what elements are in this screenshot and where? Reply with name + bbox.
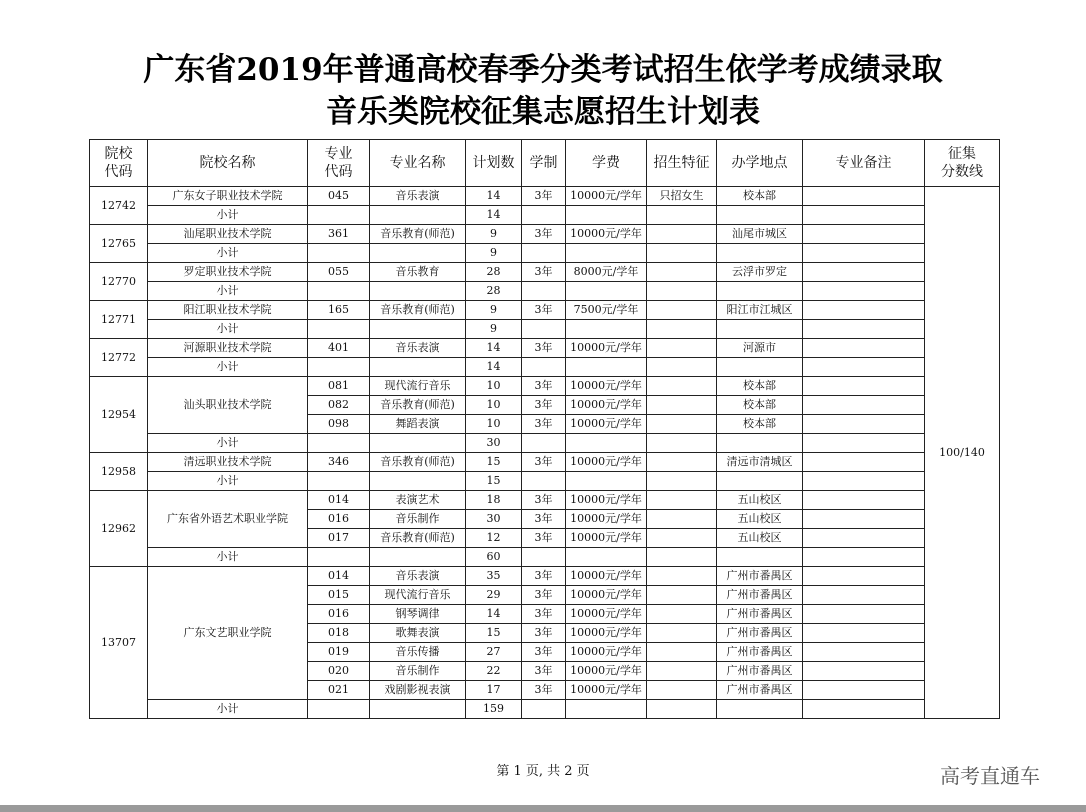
subtotal-count: 14 — [466, 358, 522, 377]
empty-cell — [522, 282, 566, 301]
subtotal-label: 小计 — [148, 244, 308, 263]
empty-cell — [566, 206, 647, 225]
major-code: 014 — [308, 567, 370, 586]
location: 汕尾市城区 — [717, 225, 803, 244]
plan-count: 9 — [466, 301, 522, 320]
subtotal-label: 小计 — [148, 472, 308, 491]
empty-cell — [717, 434, 803, 453]
plan-count: 15 — [466, 453, 522, 472]
enrollment-plan-table — [89, 139, 1000, 719]
major-name: 音乐教育(师范) — [370, 301, 466, 320]
major-code: 346 — [308, 453, 370, 472]
location: 校本部 — [717, 415, 803, 434]
empty-cell — [566, 472, 647, 491]
subtotal-row — [90, 320, 1000, 339]
empty-cell — [370, 434, 466, 453]
major-code: 165 — [308, 301, 370, 320]
major-code: 045 — [308, 187, 370, 206]
remark — [803, 339, 925, 358]
header-feature: 招生特征 — [647, 140, 717, 187]
major-name: 现代流行音乐 — [370, 377, 466, 396]
header-tuition: 学费 — [566, 140, 647, 187]
score-line-value: 100/140 — [925, 187, 1000, 719]
subtotal-label: 小计 — [148, 320, 308, 339]
major-name: 音乐表演 — [370, 567, 466, 586]
remark — [803, 662, 925, 681]
empty-cell — [717, 358, 803, 377]
feature — [647, 339, 717, 358]
duration: 3年 — [522, 529, 566, 548]
feature — [647, 263, 717, 282]
school-name: 广东文艺职业学院 — [148, 567, 308, 700]
subtotal-label: 小计 — [148, 434, 308, 453]
duration: 3年 — [522, 624, 566, 643]
remark — [803, 415, 925, 434]
school-name: 罗定职业技术学院 — [148, 263, 308, 282]
empty-cell — [370, 358, 466, 377]
major-code: 098 — [308, 415, 370, 434]
major-name: 现代流行音乐 — [370, 586, 466, 605]
feature — [647, 586, 717, 605]
location: 广州市番禺区 — [717, 662, 803, 681]
subtotal-count: 9 — [466, 244, 522, 263]
plan-count: 22 — [466, 662, 522, 681]
duration: 3年 — [522, 510, 566, 529]
major-code: 018 — [308, 624, 370, 643]
table-row — [90, 567, 1000, 586]
empty-cell — [717, 548, 803, 567]
empty-cell — [647, 358, 717, 377]
plan-count: 29 — [466, 586, 522, 605]
feature — [647, 415, 717, 434]
school-name: 河源职业技术学院 — [148, 339, 308, 358]
tuition: 10000元/学年 — [566, 225, 647, 244]
duration: 3年 — [522, 586, 566, 605]
plan-count: 14 — [466, 605, 522, 624]
tuition: 8000元/学年 — [566, 263, 647, 282]
remark — [803, 377, 925, 396]
major-name: 音乐教育(师范) — [370, 396, 466, 415]
major-code: 015 — [308, 586, 370, 605]
subtotal-count: 28 — [466, 282, 522, 301]
header-score-line: 征集 分数线 — [925, 140, 1000, 187]
empty-cell — [308, 358, 370, 377]
feature — [647, 605, 717, 624]
major-code: 020 — [308, 662, 370, 681]
plan-count: 10 — [466, 396, 522, 415]
page-title-line-1: 广东省2019年普通高校春季分类考试招生依学考成绩录取 — [143, 52, 943, 88]
plan-count: 27 — [466, 643, 522, 662]
empty-cell — [566, 434, 647, 453]
subtotal-row — [90, 282, 1000, 301]
duration: 3年 — [522, 605, 566, 624]
tuition: 10000元/学年 — [566, 491, 647, 510]
major-name: 表演艺术 — [370, 491, 466, 510]
empty-cell — [647, 472, 717, 491]
remark — [803, 681, 925, 700]
duration: 3年 — [522, 377, 566, 396]
remark — [803, 491, 925, 510]
duration: 3年 — [522, 396, 566, 415]
empty-cell — [717, 282, 803, 301]
empty-cell — [717, 320, 803, 339]
duration: 3年 — [522, 415, 566, 434]
duration: 3年 — [522, 567, 566, 586]
duration: 3年 — [522, 187, 566, 206]
plan-count: 28 — [466, 263, 522, 282]
tuition: 10000元/学年 — [566, 643, 647, 662]
location: 校本部 — [717, 187, 803, 206]
major-name: 舞蹈表演 — [370, 415, 466, 434]
table-row — [90, 225, 1000, 244]
header-school-code: 院校 代码 — [90, 140, 148, 187]
table-row — [90, 377, 1000, 396]
plan-count: 10 — [466, 377, 522, 396]
major-name: 音乐表演 — [370, 187, 466, 206]
subtotal-label: 小计 — [148, 358, 308, 377]
header-major-name: 专业名称 — [370, 140, 466, 187]
feature — [647, 662, 717, 681]
subtotal-count: 60 — [466, 548, 522, 567]
location: 五山校区 — [717, 529, 803, 548]
empty-cell — [522, 358, 566, 377]
empty-cell — [522, 320, 566, 339]
location: 广州市番禺区 — [717, 624, 803, 643]
duration: 3年 — [522, 491, 566, 510]
plan-count: 18 — [466, 491, 522, 510]
tuition: 10000元/学年 — [566, 586, 647, 605]
feature — [647, 624, 717, 643]
table-row — [90, 263, 1000, 282]
major-name: 音乐教育(师范) — [370, 225, 466, 244]
subtotal-row — [90, 434, 1000, 453]
subtotal-row — [90, 244, 1000, 263]
empty-cell — [803, 244, 925, 263]
subtotal-count: 14 — [466, 206, 522, 225]
remark — [803, 396, 925, 415]
major-code: 361 — [308, 225, 370, 244]
duration: 3年 — [522, 301, 566, 320]
school-name: 阳江职业技术学院 — [148, 301, 308, 320]
duration: 3年 — [522, 662, 566, 681]
tuition: 10000元/学年 — [566, 529, 647, 548]
remark — [803, 605, 925, 624]
plan-count: 12 — [466, 529, 522, 548]
empty-cell — [522, 548, 566, 567]
empty-cell — [803, 320, 925, 339]
major-name: 歌舞表演 — [370, 624, 466, 643]
remark — [803, 187, 925, 206]
empty-cell — [308, 434, 370, 453]
empty-cell — [803, 434, 925, 453]
tuition: 10000元/学年 — [566, 510, 647, 529]
header-school-name: 院校名称 — [148, 140, 308, 187]
empty-cell — [803, 700, 925, 719]
location: 云浮市罗定 — [717, 263, 803, 282]
school-code: 13707 — [90, 567, 148, 719]
remark — [803, 586, 925, 605]
empty-cell — [566, 700, 647, 719]
header-location: 办学地点 — [717, 140, 803, 187]
empty-cell — [803, 358, 925, 377]
tuition: 10000元/学年 — [566, 377, 647, 396]
watermark-text: 高考直通车 — [940, 764, 1040, 788]
subtotal-row — [90, 472, 1000, 491]
plan-count: 10 — [466, 415, 522, 434]
subtotal-row — [90, 700, 1000, 719]
school-code: 12772 — [90, 339, 148, 377]
subtotal-label: 小计 — [148, 206, 308, 225]
subtotal-count: 9 — [466, 320, 522, 339]
subtotal-count: 159 — [466, 700, 522, 719]
empty-cell — [647, 434, 717, 453]
duration: 3年 — [522, 225, 566, 244]
table-header-row — [90, 140, 1000, 187]
empty-cell — [647, 548, 717, 567]
school-name: 汕头职业技术学院 — [148, 377, 308, 434]
empty-cell — [370, 700, 466, 719]
school-code: 12954 — [90, 377, 148, 453]
location: 清远市清城区 — [717, 453, 803, 472]
tuition: 10000元/学年 — [566, 624, 647, 643]
tuition: 10000元/学年 — [566, 339, 647, 358]
table-body — [90, 187, 1000, 719]
subtotal-count: 30 — [466, 434, 522, 453]
feature — [647, 377, 717, 396]
table-row — [90, 339, 1000, 358]
duration: 3年 — [522, 339, 566, 358]
location: 河源市 — [717, 339, 803, 358]
feature — [647, 491, 717, 510]
empty-cell — [803, 282, 925, 301]
remark — [803, 643, 925, 662]
feature — [647, 510, 717, 529]
school-code: 12962 — [90, 491, 148, 567]
empty-cell — [522, 434, 566, 453]
location: 五山校区 — [717, 491, 803, 510]
tuition: 10000元/学年 — [566, 453, 647, 472]
location: 广州市番禺区 — [717, 643, 803, 662]
header-plan-count: 计划数 — [466, 140, 522, 187]
subtotal-row — [90, 206, 1000, 225]
empty-cell — [647, 206, 717, 225]
school-code: 12765 — [90, 225, 148, 263]
major-code: 055 — [308, 263, 370, 282]
empty-cell — [647, 244, 717, 263]
major-name: 音乐教育 — [370, 263, 466, 282]
empty-cell — [803, 206, 925, 225]
remark — [803, 301, 925, 320]
major-code: 082 — [308, 396, 370, 415]
feature — [647, 681, 717, 700]
location: 校本部 — [717, 377, 803, 396]
plan-count: 14 — [466, 187, 522, 206]
duration: 3年 — [522, 681, 566, 700]
empty-cell — [308, 472, 370, 491]
plan-count: 9 — [466, 225, 522, 244]
empty-cell — [566, 358, 647, 377]
table-row — [90, 187, 1000, 206]
school-code: 12770 — [90, 263, 148, 301]
remark — [803, 263, 925, 282]
major-name: 音乐传播 — [370, 643, 466, 662]
feature — [647, 643, 717, 662]
empty-cell — [717, 472, 803, 491]
duration: 3年 — [522, 263, 566, 282]
location: 广州市番禺区 — [717, 586, 803, 605]
subtotal-label: 小计 — [148, 700, 308, 719]
tuition: 10000元/学年 — [566, 662, 647, 681]
empty-cell — [370, 282, 466, 301]
major-name: 音乐表演 — [370, 339, 466, 358]
header-remark: 专业备注 — [803, 140, 925, 187]
remark — [803, 624, 925, 643]
header-major-code: 专业 代码 — [308, 140, 370, 187]
feature — [647, 301, 717, 320]
major-code: 401 — [308, 339, 370, 358]
empty-cell — [308, 548, 370, 567]
empty-cell — [717, 244, 803, 263]
empty-cell — [566, 320, 647, 339]
school-code: 12958 — [90, 453, 148, 491]
major-name: 音乐教育(师范) — [370, 529, 466, 548]
empty-cell — [522, 244, 566, 263]
school-name: 汕尾职业技术学院 — [148, 225, 308, 244]
tuition: 10000元/学年 — [566, 396, 647, 415]
plan-count: 30 — [466, 510, 522, 529]
subtotal-row — [90, 548, 1000, 567]
location: 广州市番禺区 — [717, 681, 803, 700]
school-code: 12742 — [90, 187, 148, 225]
remark — [803, 453, 925, 472]
location: 阳江市江城区 — [717, 301, 803, 320]
empty-cell — [717, 700, 803, 719]
tuition: 10000元/学年 — [566, 187, 647, 206]
location: 广州市番禺区 — [717, 567, 803, 586]
empty-cell — [647, 282, 717, 301]
bottom-divider — [0, 805, 1086, 812]
major-name: 音乐制作 — [370, 662, 466, 681]
empty-cell — [308, 282, 370, 301]
plan-count: 35 — [466, 567, 522, 586]
empty-cell — [308, 320, 370, 339]
empty-cell — [308, 244, 370, 263]
tuition: 10000元/学年 — [566, 415, 647, 434]
empty-cell — [566, 244, 647, 263]
plan-count: 15 — [466, 624, 522, 643]
empty-cell — [308, 206, 370, 225]
remark — [803, 529, 925, 548]
table-row — [90, 301, 1000, 320]
major-code: 016 — [308, 510, 370, 529]
plan-count: 14 — [466, 339, 522, 358]
empty-cell — [522, 700, 566, 719]
empty-cell — [803, 548, 925, 567]
major-code: 021 — [308, 681, 370, 700]
page-footer: 第 1 页, 共 2 页 — [496, 764, 590, 779]
school-code: 12771 — [90, 301, 148, 339]
subtotal-label: 小计 — [148, 548, 308, 567]
empty-cell — [566, 282, 647, 301]
empty-cell — [566, 548, 647, 567]
school-name: 清远职业技术学院 — [148, 453, 308, 472]
feature — [647, 453, 717, 472]
location: 五山校区 — [717, 510, 803, 529]
major-name: 戏剧影视表演 — [370, 681, 466, 700]
empty-cell — [522, 206, 566, 225]
empty-cell — [370, 320, 466, 339]
tuition: 10000元/学年 — [566, 567, 647, 586]
major-code: 019 — [308, 643, 370, 662]
tuition: 10000元/学年 — [566, 605, 647, 624]
empty-cell — [522, 472, 566, 491]
remark — [803, 225, 925, 244]
empty-cell — [717, 206, 803, 225]
feature: 只招女生 — [647, 187, 717, 206]
tuition: 7500元/学年 — [566, 301, 647, 320]
feature — [647, 529, 717, 548]
table-row — [90, 453, 1000, 472]
header-duration: 学制 — [522, 140, 566, 187]
major-name: 钢琴调律 — [370, 605, 466, 624]
major-code: 014 — [308, 491, 370, 510]
tuition: 10000元/学年 — [566, 681, 647, 700]
remark — [803, 510, 925, 529]
empty-cell — [647, 320, 717, 339]
page-title-line-2: 音乐类院校征集志愿招生计划表 — [326, 94, 760, 130]
empty-cell — [803, 472, 925, 491]
school-name: 广东女子职业技术学院 — [148, 187, 308, 206]
empty-cell — [370, 244, 466, 263]
feature — [647, 567, 717, 586]
subtotal-count: 15 — [466, 472, 522, 491]
duration: 3年 — [522, 643, 566, 662]
empty-cell — [370, 206, 466, 225]
feature — [647, 225, 717, 244]
empty-cell — [370, 548, 466, 567]
remark — [803, 567, 925, 586]
table-row — [90, 491, 1000, 510]
location: 校本部 — [717, 396, 803, 415]
location: 广州市番禺区 — [717, 605, 803, 624]
major-name: 音乐制作 — [370, 510, 466, 529]
major-code: 017 — [308, 529, 370, 548]
subtotal-label: 小计 — [148, 282, 308, 301]
major-code: 016 — [308, 605, 370, 624]
plan-count: 17 — [466, 681, 522, 700]
empty-cell — [647, 700, 717, 719]
duration: 3年 — [522, 453, 566, 472]
feature — [647, 396, 717, 415]
major-code: 081 — [308, 377, 370, 396]
empty-cell — [370, 472, 466, 491]
major-name: 音乐教育(师范) — [370, 453, 466, 472]
subtotal-row — [90, 358, 1000, 377]
school-name: 广东省外语艺术职业学院 — [148, 491, 308, 548]
empty-cell — [308, 700, 370, 719]
